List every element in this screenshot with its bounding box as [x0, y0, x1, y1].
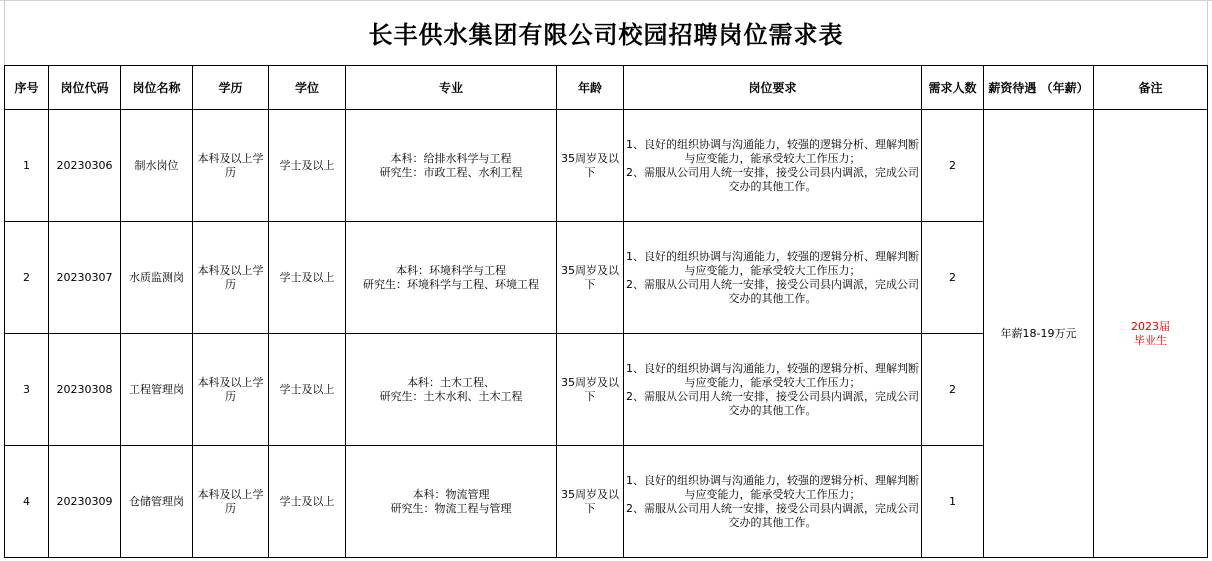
major-undergrad: 本科：物流管理 — [412, 487, 490, 501]
cell-age[interactable]: 35周岁及以下 — [557, 446, 624, 558]
cell-requirements[interactable] — [624, 222, 922, 334]
header-salary[interactable]: 薪资待遇 （年薪） — [984, 66, 1094, 110]
header-requirements[interactable]: 岗位要求 — [624, 66, 922, 110]
major-graduate: 研究生：土木水利、土木工程 — [379, 389, 523, 403]
major-undergrad: 本科：环境科学与工程 — [396, 263, 506, 277]
cell-degree[interactable]: 学士及以上 — [269, 222, 346, 334]
cell-education[interactable]: 本科及以上学历 — [193, 334, 269, 446]
cell-code[interactable]: 20230307 — [49, 222, 121, 334]
cell-requirements[interactable] — [624, 110, 922, 222]
cell-education[interactable]: 本科及以上学历 — [193, 446, 269, 558]
major-undergrad: 本科：给排水科学与工程 — [390, 151, 512, 165]
cell-seq[interactable]: 3 — [5, 334, 49, 446]
major-graduate: 研究生：环境科学与工程、环境工程 — [363, 277, 539, 291]
table-row — [5, 110, 1208, 222]
header-education[interactable]: 学历 — [193, 66, 269, 110]
cell-count[interactable]: 2 — [922, 110, 984, 222]
cell-count[interactable]: 1 — [922, 446, 984, 558]
requirement-1: 1、良好的组织协调与沟通能力，较强的逻辑分析、理解判断与应变能力，能承受较大工作压力； — [626, 249, 919, 277]
major-undergrad: 本科：土木工程、 — [407, 375, 495, 389]
requirement-1: 1、良好的组织协调与沟通能力，较强的逻辑分析、理解判断与应变能力，能承受较大工作压力； — [626, 137, 919, 165]
requirement-2: 2、需服从公司用人统一安排，接受公司县内调派，完成公司交办的其他工作。 — [626, 165, 919, 193]
requirement-1: 1、良好的组织协调与沟通能力，较强的逻辑分析、理解判断与应变能力，能承受较大工作压力； — [626, 361, 919, 389]
recruitment-table — [4, 65, 1208, 558]
cell-degree[interactable]: 学士及以上 — [269, 110, 346, 222]
header-count[interactable]: 需求人数 — [922, 66, 984, 110]
header-row — [5, 66, 1208, 110]
cell-requirements[interactable] — [624, 446, 922, 558]
cell-salary[interactable]: 年薪18-19万元 — [984, 110, 1094, 558]
cell-code[interactable]: 20230309 — [49, 446, 121, 558]
cell-requirements[interactable] — [624, 334, 922, 446]
header-age[interactable]: 年龄 — [557, 66, 624, 110]
table-title[interactable]: 长丰供水集团有限公司校园招聘岗位需求表 — [368, 21, 844, 49]
header-seq[interactable]: 序号 — [5, 66, 49, 110]
requirement-2: 2、需服从公司用人统一安排，接受公司县内调派，完成公司交办的其他工作。 — [626, 501, 919, 529]
requirement-2: 2、需服从公司用人统一安排，接受公司县内调派，完成公司交办的其他工作。 — [626, 389, 919, 417]
cell-degree[interactable]: 学士及以上 — [269, 334, 346, 446]
cell-name[interactable]: 工程管理岗 — [121, 334, 193, 446]
remark-year: 2023届 — [1131, 319, 1170, 333]
cell-education[interactable]: 本科及以上学历 — [193, 110, 269, 222]
cell-count[interactable]: 2 — [922, 222, 984, 334]
cell-code[interactable]: 20230308 — [49, 334, 121, 446]
cell-age[interactable]: 35周岁及以下 — [557, 334, 624, 446]
cell-name[interactable]: 仓储管理岗 — [121, 446, 193, 558]
header-major[interactable]: 专业 — [346, 66, 557, 110]
cell-seq[interactable]: 4 — [5, 446, 49, 558]
cell-major[interactable] — [346, 110, 557, 222]
major-graduate: 研究生：市政工程、水利工程 — [379, 165, 523, 179]
cell-seq[interactable]: 2 — [5, 222, 49, 334]
requirement-1: 1、良好的组织协调与沟通能力，较强的逻辑分析、理解判断与应变能力，能承受较大工作压力； — [626, 473, 919, 501]
header-remark[interactable]: 备注 — [1094, 66, 1208, 110]
cell-major[interactable] — [346, 446, 557, 558]
cell-age[interactable]: 35周岁及以下 — [557, 222, 624, 334]
remark-graduates: 毕业生 — [1134, 333, 1167, 347]
cell-remark[interactable] — [1094, 110, 1208, 558]
cell-count[interactable]: 2 — [922, 334, 984, 446]
cell-major[interactable] — [346, 334, 557, 446]
cell-code[interactable]: 20230306 — [49, 110, 121, 222]
cell-major[interactable] — [346, 222, 557, 334]
cell-name[interactable]: 制水岗位 — [121, 110, 193, 222]
header-code[interactable]: 岗位代码 — [49, 66, 121, 110]
requirement-2: 2、需服从公司用人统一安排，接受公司县内调派，完成公司交办的其他工作。 — [626, 277, 919, 305]
header-degree[interactable]: 学位 — [269, 66, 346, 110]
cell-name[interactable]: 水质监测岗 — [121, 222, 193, 334]
header-name[interactable]: 岗位名称 — [121, 66, 193, 110]
major-graduate: 研究生：物流工程与管理 — [390, 501, 512, 515]
cell-age[interactable]: 35周岁及以下 — [557, 110, 624, 222]
cell-education[interactable]: 本科及以上学历 — [193, 222, 269, 334]
cell-seq[interactable]: 1 — [5, 110, 49, 222]
cell-degree[interactable]: 学士及以上 — [269, 446, 346, 558]
